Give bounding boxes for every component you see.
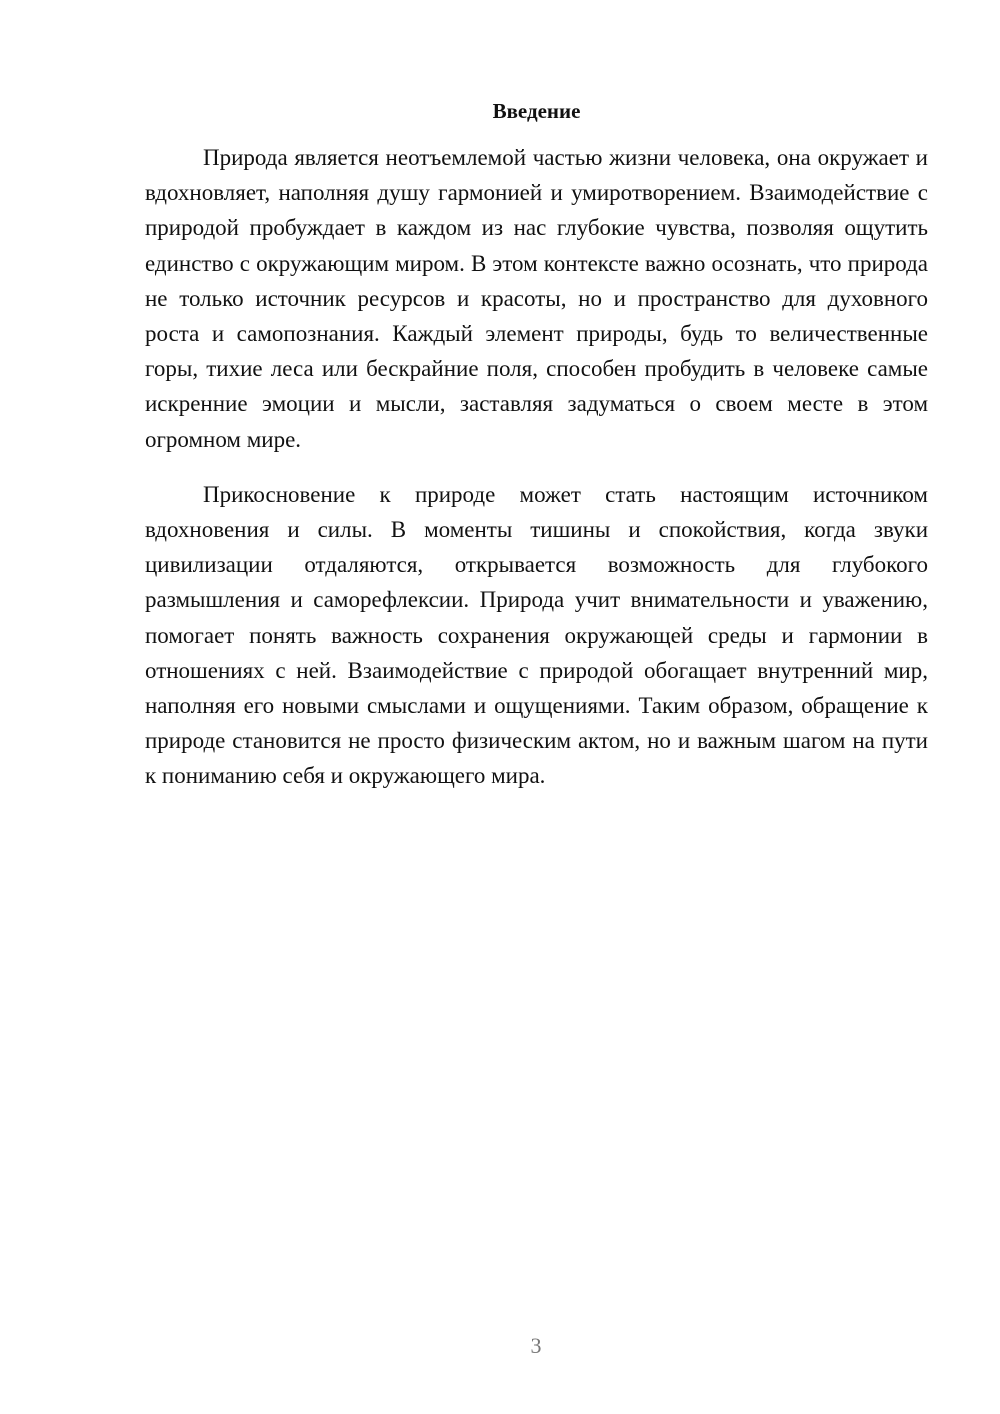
paragraph-1: Природа является неотъемлемой частью жизни человека, она окружает и вдохновляет, наполняя душу гармонией и умиротворением. Взаимодействие с природой пробуждает в каждом из нас глубокие чувства, позволяя ощутить единство с окружающим миром. В этом контексте важно осознать, что природа не только источник ресурсов и красоты, но и пространство для духовного роста и самопознания. Каждый элемент природы, будь то величественные горы, тихие леса или бескрайние поля, способен пробудить в человеке самые искренние эмоции и мысли, заставляя задуматься о своем месте в этом огромном мире. — [145, 145, 928, 452]
section-title: Введение — [492, 99, 581, 123]
paragraph-2: Прикосновение к природе может стать настоящим источником вдохновения и силы. В моменты тишины и спокойствия, когда звуки цивилизации отдаляются, открывается возможность для глубокого размышления и саморефлексии. Природа учит внимательности и уважению, помогает понять важность сохранения окружающей среды и гармонии в отношениях с ней. Взаимодействие с природой обогащает внутренний мир, наполняя его новыми смыслами и ощущениями. Таким образом, обращение к природе становится не просто физическим актом, но и важным шагом на пути к пониманию себя и окружающего мира. — [145, 481, 928, 789]
page-number: 3 — [530, 1333, 542, 1358]
page-content — [145, 96, 928, 794]
